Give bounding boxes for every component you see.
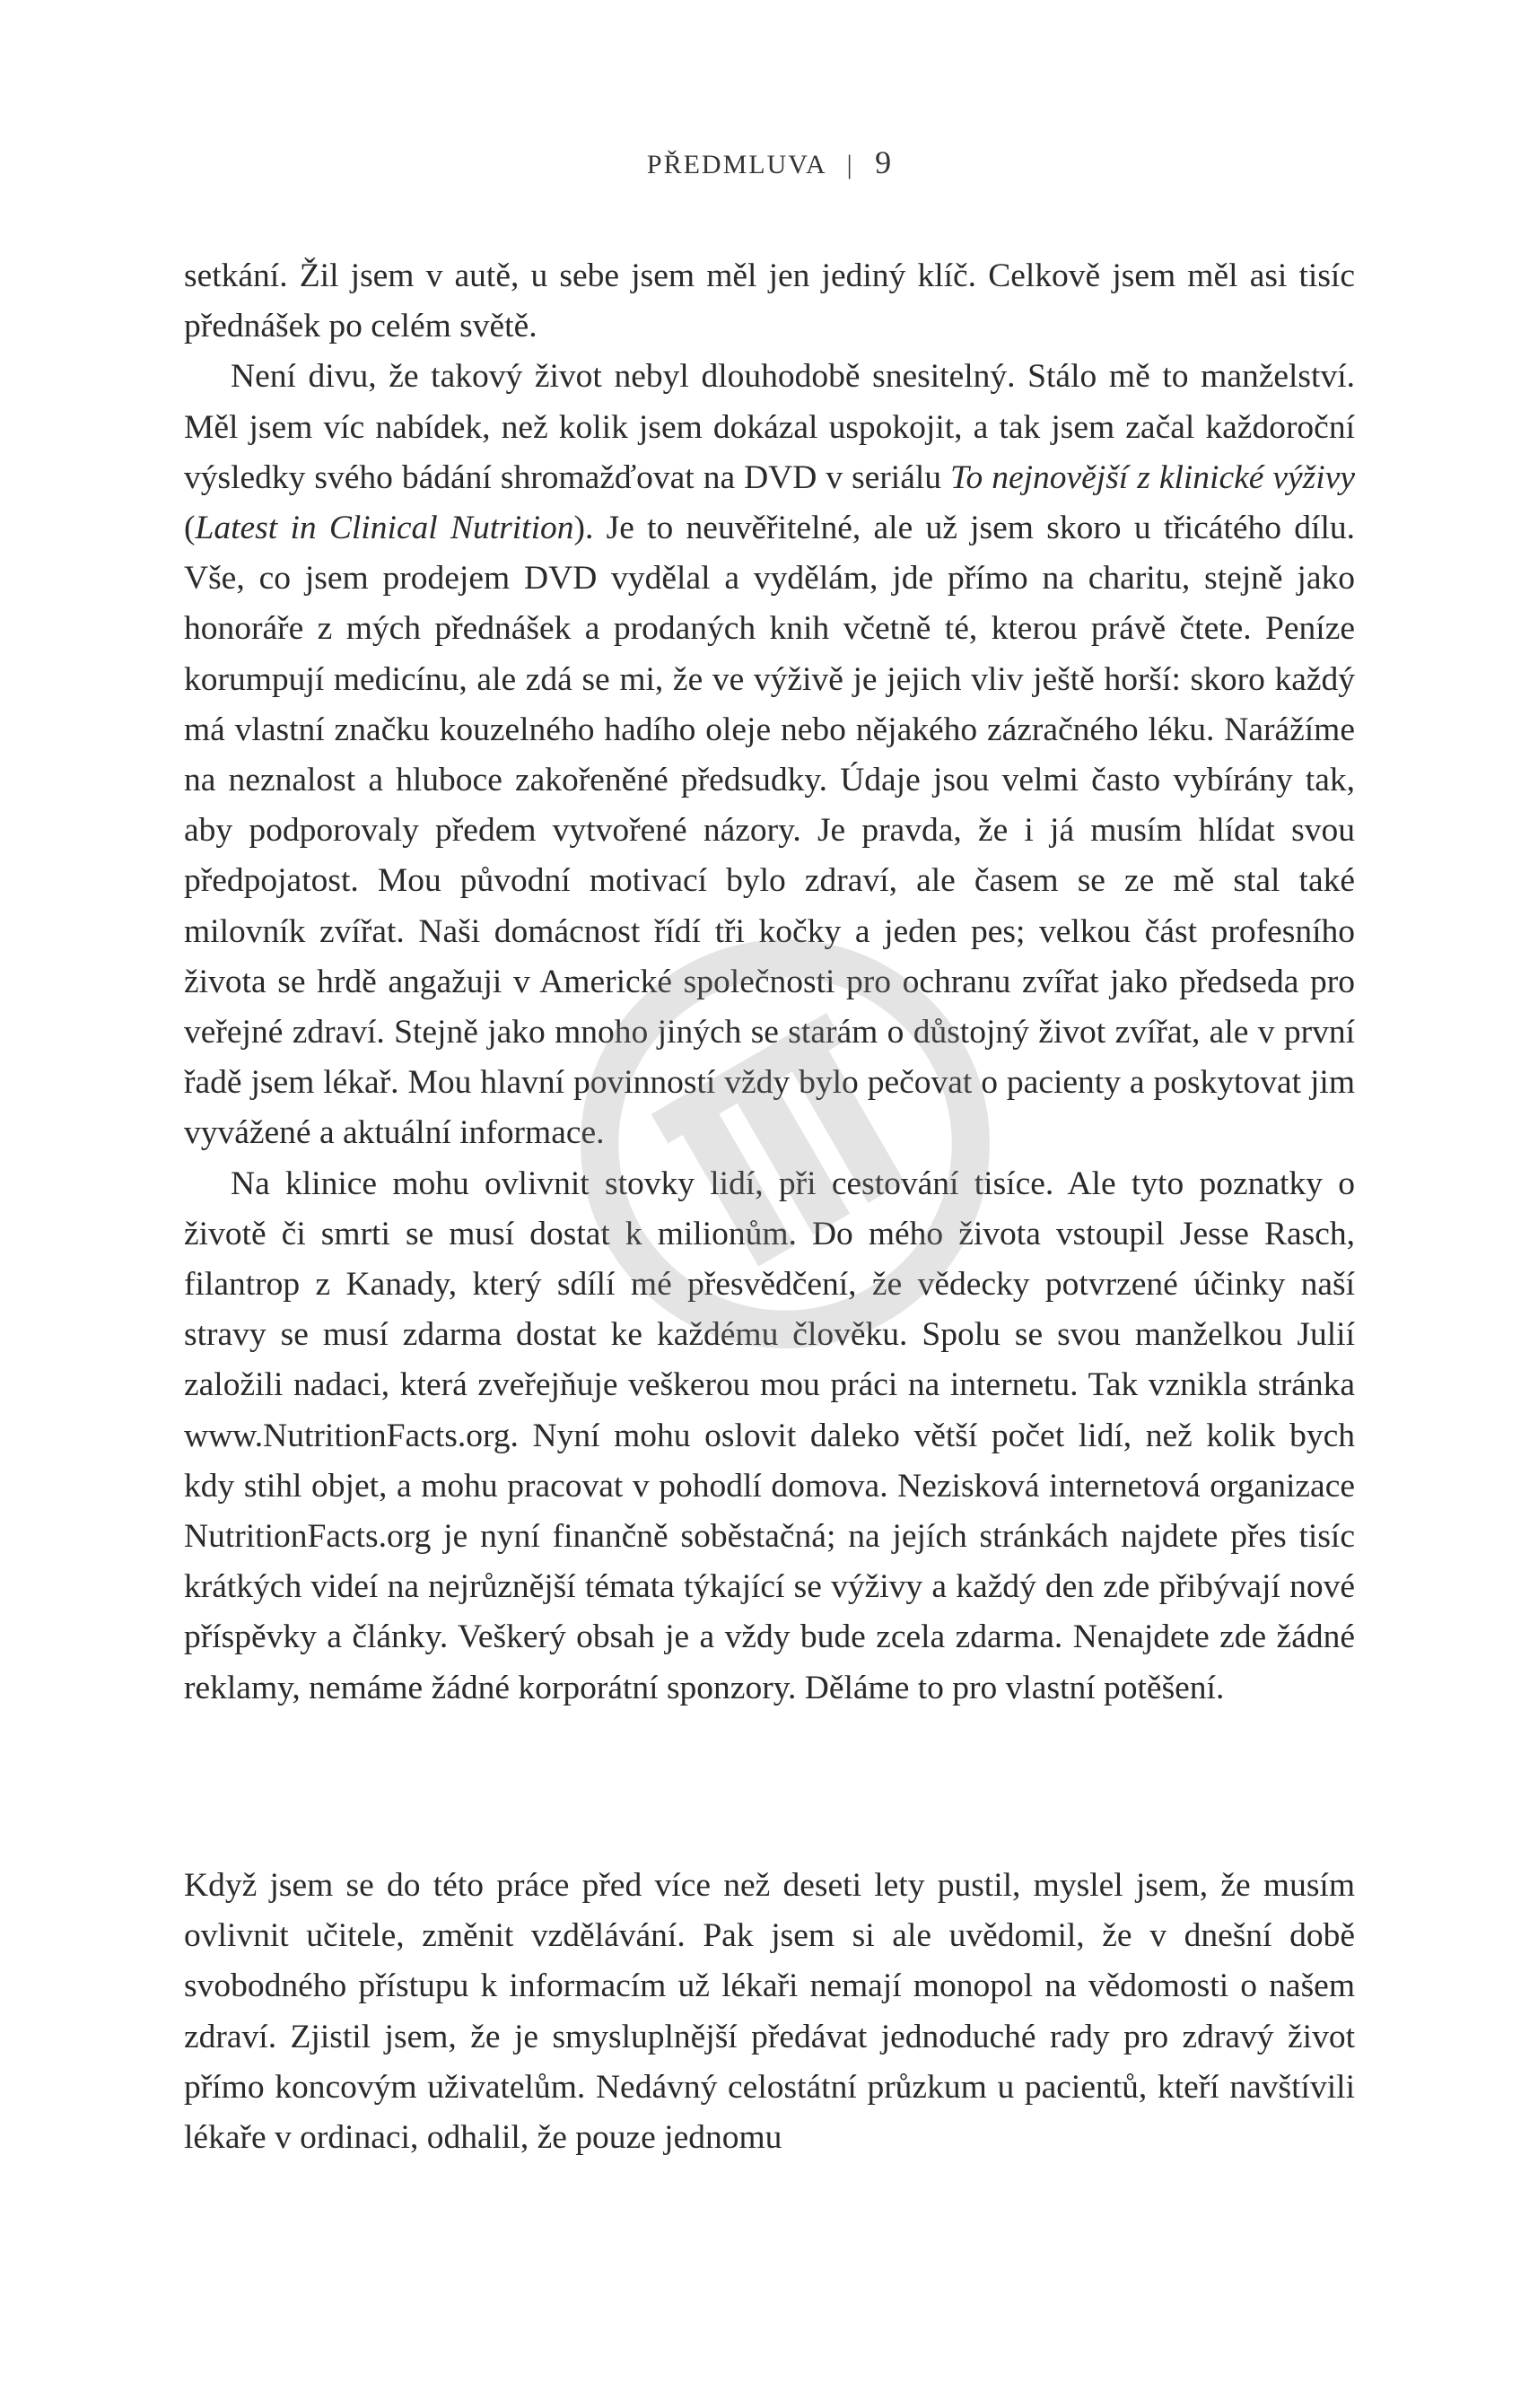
series-title-english: Latest in Clinical Nutrition bbox=[195, 510, 574, 547]
body-text-main bbox=[184, 251, 1355, 1714]
paragraph-text: Není divu, že takový život nebyl dlouhodobě snesitelný. Stálo mě to manželství. Měl jsem víc nabídek, než kolik jsem dokázal uspokojit, a tak jsem začal každoroční výsledky svého bádání shromažďovat na DVD v seriálu bbox=[184, 358, 1355, 496]
paragraph-continued: setkání. Žil jsem v autě, u sebe jsem měl jen jediný klíč. Celkově jsem měl asi tisíc přednášek po celém světě. bbox=[184, 257, 1355, 345]
paragraph-dvd-series bbox=[184, 352, 1355, 1158]
paragraph-text: ( bbox=[184, 510, 196, 547]
running-head bbox=[0, 144, 1538, 181]
header-separator: | bbox=[846, 150, 854, 179]
page-number: 9 bbox=[875, 144, 892, 180]
section-title: PŘEDMLUVA bbox=[646, 150, 826, 179]
paragraph-new-section: Když jsem se do této práce před více než deseti lety pustil, myslel jsem, že musím ovlivnit učitele, změnit vzdělávání. Pak jsem si ale uvědomil, že v dnešní době svobodného přístupu k informacím už lékaři nemají monopol na vědomosti o našem zdraví. Zjistil jsem, že je smysluplnější předávat jednoduché rady pro zdravý život přímo koncovým uživatelům. Nedávný celostátní průzkum u pacientů, kteří navštívili lékaře v ordinaci, odhalil, že pouze jednomu bbox=[184, 1867, 1355, 2157]
series-title-czech: To nejnovější z klinické výživy bbox=[950, 458, 1355, 496]
paragraph-text: ). Je to neuvěřitelné, ale už jsem skoro u třicátého dílu. Vše, co jsem prodejem DVD vydělal a vydělám, jde přímo na charitu, stejně jako honoráře z mých přednášek a prodaných knih včetně té, kterou právě čtete. Peníze korumpují medicínu, ale zdá se mi, že ve výživě je jejich vliv ještě horší: skoro každý má vlastní značku kouzelného hadího oleje nebo nějakého zázračného léku. Narážíme na neznalost a hluboce zakořeněné předsudky. Údaje jsou velmi často vybírány tak, aby podporovaly předem vytvořené názory. Je pravda, že i já musím hlídat svou předpojatost. Mou původní motivací bylo zdraví, ale časem se ze mě stal také milovník zvířat. Naši domácnost řídí tři kočky a jeden pes; velkou část profesního života se hrdě angažuji v Americké společnosti pro ochranu zvířat jako předseda pro veřejné zdraví. Stejně jako mnoho jiných se starám o důstojný život zvířat, ale v první řadě jsem lékař. Mou hlavní povinností vždy bylo pečovat o pacienty a poskytovat jim vyvážené a aktuální informace. bbox=[184, 510, 1355, 1152]
paragraph-nutritionfacts: Na klinice mohu ovlivnit stovky lidí, při cestování tisíce. Ale tyto poznatky o životě či smrti se musí dostat k milionům. Do mého života vstoupil Jesse Rasch, filantrop z Kanady, který sdílí mé přesvědčení, že vědecky potvrzené účinky naší stravy se musí zdarma dostat ke každému člověku. Spolu se svou manželkou Julií založili nadaci, která zveřejňuje veškerou mou práci na internetu. Tak vznikla stránka www.NutritionFacts.org. Nyní mohu oslovit daleko větší počet lidí, než kolik bych kdy stihl objet, a mohu pracovat v pohodlí domova. Nezisková internetová organizace NutritionFacts.org je nyní finančně soběstačná; na jejích stránkách najdete přes tisíc krátkých videí na nejrůznější témata týkající se výživy a každý den zde přibývají nové příspěvky a články. Veškerý obsah je a vždy bude zcela zdarma. Nenajdete zde žádné reklamy, nemáme žádné korporátní sponzory. Děláme to pro vlastní potěšení. bbox=[184, 1165, 1355, 1706]
body-text-section bbox=[184, 1861, 1355, 2163]
